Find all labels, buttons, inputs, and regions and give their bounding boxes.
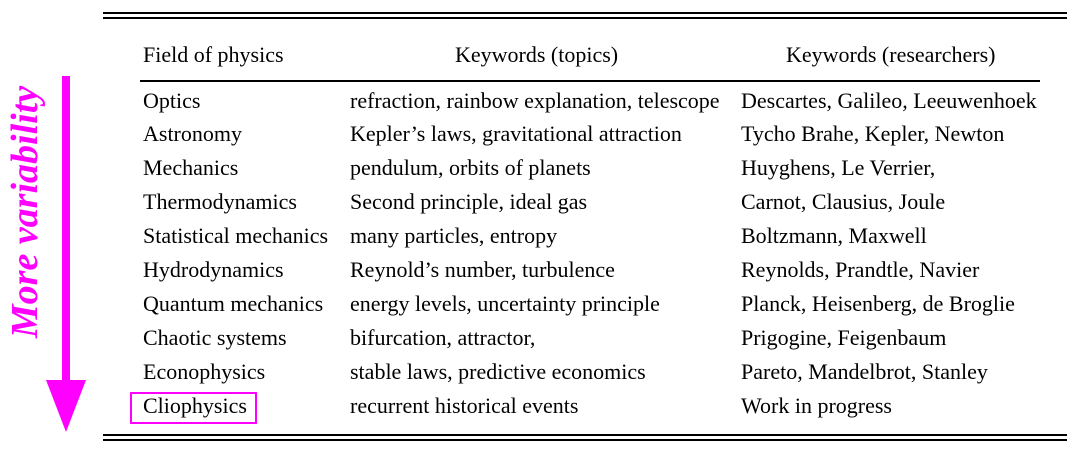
header-field: Field of physics	[143, 42, 284, 67]
header-topics: Keywords (topics)	[455, 42, 619, 67]
researchers-cell: Descartes, Galileo, Leeuwenhoek	[741, 88, 1037, 113]
bottom-rule-2	[103, 439, 1067, 441]
field-cell: Hydrodynamics	[143, 257, 284, 282]
field-cell: Astronomy	[143, 121, 242, 146]
topics-cell: Reynold’s number, turbulence	[350, 257, 615, 282]
topics-cell: pendulum, orbits of planets	[350, 155, 591, 180]
header-researchers: Keywords (researchers)	[786, 42, 996, 67]
researchers-cell: Tycho Brahe, Kepler, Newton	[741, 121, 1005, 146]
side-label	[4, 62, 47, 362]
topics-cell: Second principle, ideal gas	[350, 189, 588, 214]
researchers-cell: Pareto, Mandelbrot, Stanley	[741, 359, 988, 384]
researchers-cell: Prigogine, Feigenbaum	[741, 325, 947, 350]
highlight-box	[130, 392, 257, 424]
topics-cell: recurrent historical events	[350, 393, 579, 418]
top-rule-1	[103, 12, 1067, 14]
topics-cell: energy levels, uncertainty principle	[350, 291, 660, 316]
topics-cell: bifurcation, attractor,	[350, 325, 536, 350]
header-rule	[140, 80, 1040, 82]
researchers-cell: Huyghens, Le Verrier,	[741, 155, 936, 180]
field-cell: Quantum mechanics	[143, 291, 324, 316]
topics-cell: many particles, entropy	[350, 223, 558, 248]
side-label-text: More variability	[4, 85, 47, 339]
field-cell: Cliophysics	[143, 393, 247, 418]
down-arrow-icon	[44, 76, 88, 432]
topics-cell: Kepler’s laws, gravitational attraction	[350, 121, 682, 146]
field-cell: Optics	[143, 88, 201, 113]
researchers-cell: Planck, Heisenberg, de Broglie	[741, 291, 1015, 316]
field-cell: Chaotic systems	[143, 325, 287, 350]
field-cell: Statistical mechanics	[143, 223, 329, 248]
top-rule-2	[103, 17, 1067, 19]
field-cell: Thermodynamics	[143, 189, 297, 214]
researchers-cell: Reynolds, Prandtle, Navier	[741, 257, 980, 282]
researchers-cell: Carnot, Clausius, Joule	[741, 189, 946, 214]
researchers-cell: Boltzmann, Maxwell	[741, 223, 927, 248]
topics-cell: stable laws, predictive economics	[350, 359, 646, 384]
bottom-rule-1	[103, 434, 1067, 436]
topics-cell: refraction, rainbow explanation, telescope	[350, 88, 720, 113]
field-cell: Mechanics	[143, 155, 239, 180]
researchers-cell: Work in progress	[741, 393, 892, 418]
field-cell: Econophysics	[143, 359, 266, 384]
